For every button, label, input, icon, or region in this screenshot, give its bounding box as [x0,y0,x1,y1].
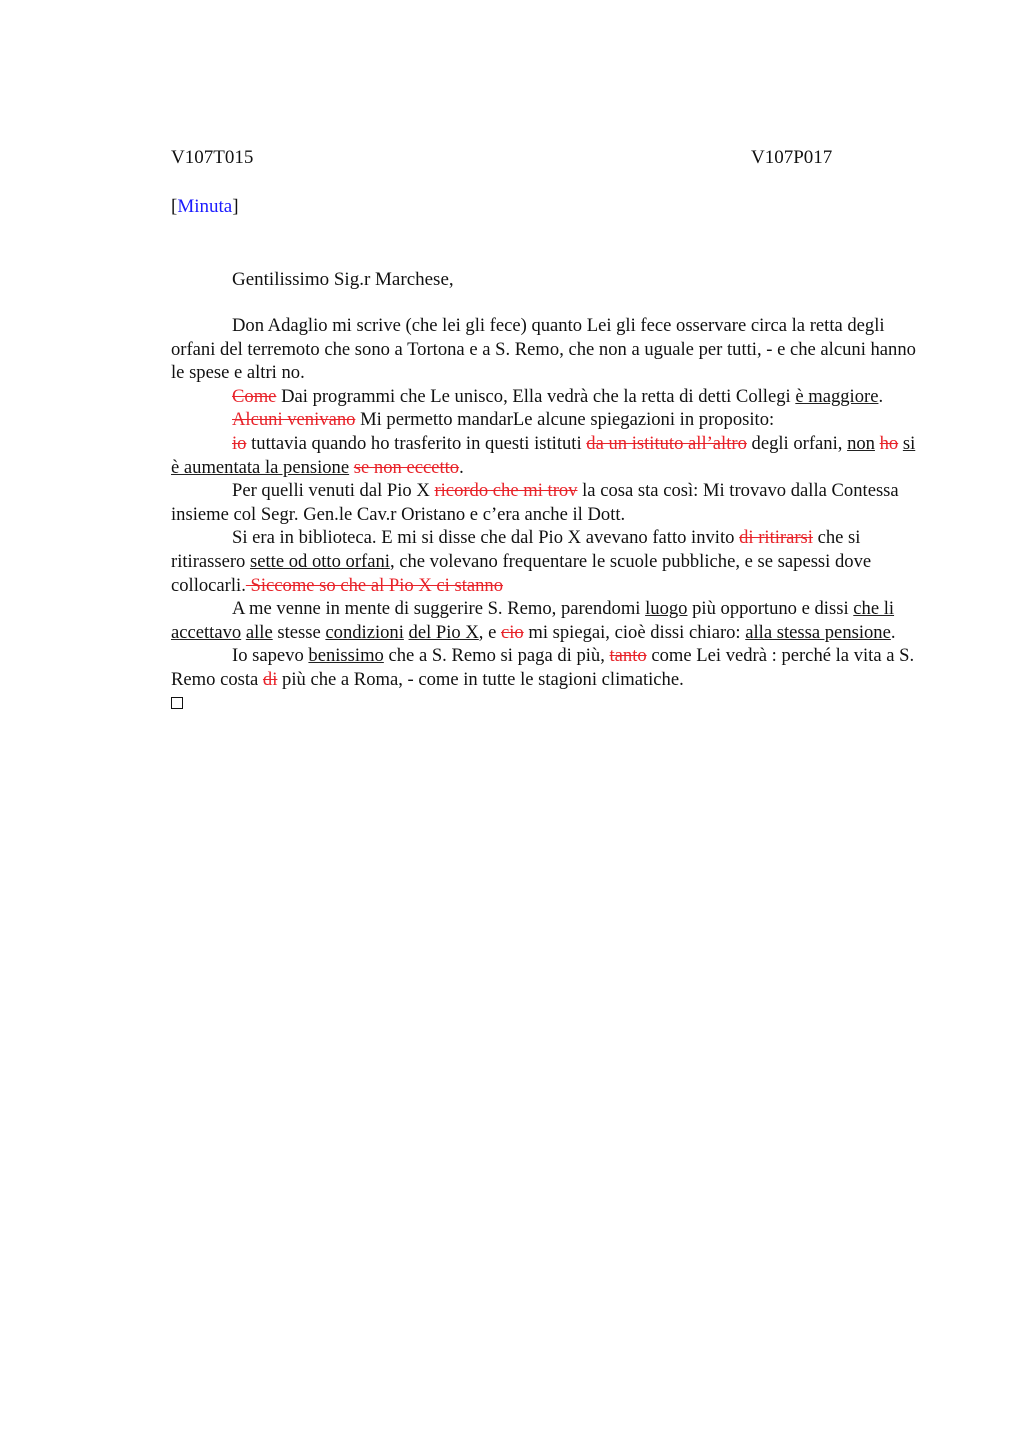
p6-text-2: che si ritirassero [171,527,861,572]
p6-underlined: sette od otto orfani [250,550,390,572]
p5-text-2: la cosa sta così: Mi trovavo dalla Contessa insieme col Segr. Gen.le Cav.r Oristano e c’era anche il Dott. [171,480,899,525]
p7-underlined-4: condizioni [325,621,404,643]
document-label [171,194,923,220]
p7-underlined-2: che li accettavo [171,598,895,643]
p8-text-3: come Lei vedrà : perché la vita a S. Remo costa [171,645,915,690]
p7-underlined-5: del Pio X [408,621,479,643]
p7-text-end: . [890,621,896,643]
p4-deleted-4: se non eccetto [353,456,460,478]
label-close-bracket: ] [232,196,239,217]
paragraph-6 [171,526,923,597]
p4-deleted-1: io [232,432,247,454]
p2-text: Dai programmi che Le unisco, Ella vedrà che la retta di detti Collegi [276,385,796,407]
p3-deleted: Alcuni venivano [232,409,356,431]
label-minuta: Minuta [177,196,233,217]
p3-text: Mi permetto mandarLe alcune spiegazioni in proposito: [355,409,775,431]
p2-underlined: è maggiore [795,385,879,407]
p7-text-1: A me venne in mente di suggerire S. Remo, parendomi [232,598,646,620]
p5-deleted: ricordo che mi trov [434,480,578,502]
p8-underlined: benissimo [308,645,384,667]
paragraph-4 [171,432,923,479]
p4-text-end: . [459,456,464,478]
p2-text-end: . [878,385,884,407]
p8-deleted-1: tanto [609,645,647,667]
p4-text-1: tuttavia quando ho trasferito in questi istituti [246,432,587,454]
paragraph-5 [171,479,923,526]
paragraph-2 [171,385,923,409]
p7-text-3: stesse [272,621,326,643]
p8-text-2: che a S. Remo si paga di più, [383,645,610,667]
p6-text-1: Si era in biblioteca. E mi si disse che dal Pio X avevano fatto invito [232,527,740,549]
p4-deleted-3: ho [879,432,899,454]
p7-underlined-6: alla stessa pensione [745,621,891,643]
p4-text-2: degli orfani, [746,432,848,454]
paragraph-8 [171,644,923,691]
p6-deleted-1: di ritirarsi [739,527,813,549]
p5-text-1: Per quelli venuti dal Pio X [232,480,435,502]
p8-deleted-2: di [262,668,278,690]
p2-deleted: Come [232,385,277,407]
p8-text-1: Io sapevo [232,645,309,667]
document-header [171,145,923,171]
label-open-bracket: [ [171,196,178,217]
p4-deleted-2: da un istituto all’altro [586,432,747,454]
p4-underlined-2: si è aumentata la pensione [171,432,916,478]
end-box-container [171,692,923,716]
letter-body [171,314,923,715]
document-page [171,145,923,715]
p7-text-5: mi spiegai, cioè dissi chiaro: [523,621,746,643]
paragraph-1 [171,314,923,385]
p4-underlined-1: non [847,432,875,454]
p7-text-2: più opportuno e dissi [687,598,854,620]
p7-deleted: cio [501,621,524,643]
paragraph-7 [171,597,923,644]
p6-text-3: , che volevano frequentare le scuole pubbliche, e se sapessi dove collocarli. [171,550,872,596]
paragraph-3 [171,408,923,432]
p6-deleted-2: Siccome so che al Pio X ci stanno [245,574,504,596]
p1-text: Don Adaglio mi scrive (che lei gli fece) quanto Lei gli fece osservare circa la retta degli orfani del terremoto che sono a Tortona e a S. Remo, che non a uguale per tutti, - e che alcuni hanno le spese e altri no. [171,315,916,384]
salutation: Gentilissimo Sig.r Marchese, [232,269,454,290]
square-box-icon [171,697,183,709]
p7-text-4: , e [478,621,501,643]
p7-underlined-3: alle [245,621,273,643]
right-code: V107P017 [751,147,833,168]
p8-text-4: più che a Roma, - come in tutte le stagioni climatiche. [277,668,684,690]
p7-underlined-1: luogo [645,598,688,620]
left-code: V107T015 [171,147,254,168]
